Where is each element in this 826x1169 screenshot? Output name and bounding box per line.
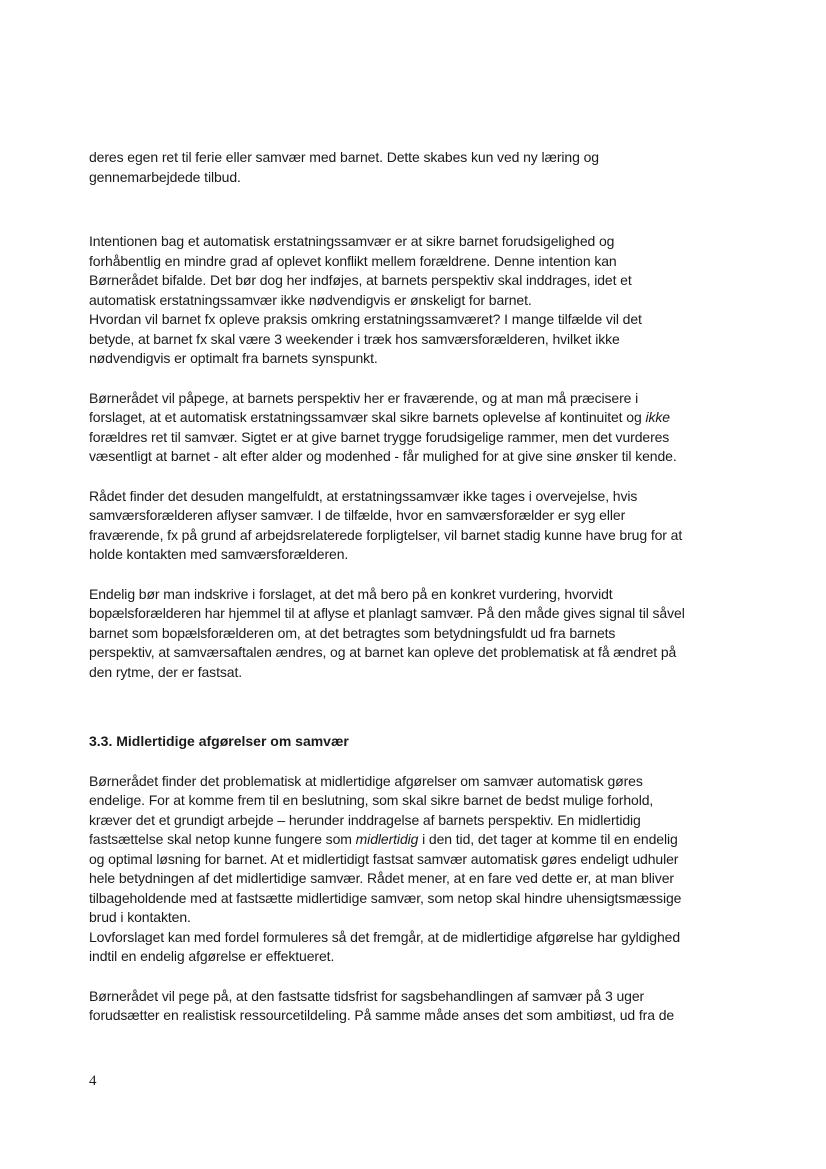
text-line: Hvordan vil barnet fx opleve praksis omkring erstatningssamværet? I mange tilfælde vil det [89, 311, 642, 327]
paragraph-1 [89, 148, 729, 187]
spacer [89, 467, 729, 487]
text-line: automatisk erstatningssamvær ikke nødvendigvis er ønskeligt for barnet. [89, 291, 532, 308]
text-line: den rytme, der er fastsat. [89, 663, 243, 680]
spacer [89, 369, 729, 389]
text-line: barnet som bopælsforælderen om, at det betragtes som betydningsfuldt ud fra barnets [89, 624, 616, 641]
spacer [89, 752, 729, 772]
text-line: Børnerådet vil påpege, at barnets perspektiv her er fraværende, og at man må præcisere i [89, 389, 639, 406]
paragraph-7 [89, 987, 729, 1026]
text-line: tilbageholdende med at fastsætte midlertidige samvær, som netop skal hindre uhensigtsmæssige [89, 889, 682, 906]
text-line: fraværende, fx på grund af arbejdsrelaterede forpligtelser, vil barnet stadig kunne have brug for at [89, 526, 683, 543]
spacer [89, 682, 729, 732]
text-line: deres egen ret til ferie eller samvær med barnet. Dette skabes kun ved ny læring og [89, 149, 599, 165]
text-line: forudsætter en realistisk ressourcetildeling. På samme måde anses det som ambitiøst, ud fra de [89, 1007, 675, 1023]
text-line: brud i kontakten. [89, 909, 191, 925]
text-line: Rådet finder det desuden mangelfuldt, at erstatningssamvær ikke tages i overvejelse, hvis [89, 487, 638, 504]
paragraph-6 [89, 772, 729, 967]
text-line: Børnerådet bifalde. Det bør dog her indføjes, at barnets perspektiv skal inddrages, idet et [89, 272, 632, 288]
text-fragment: fastsættelse skal netop kunne fungere som [89, 831, 356, 847]
text-line: Børnerådet finder det problematisk at midlertidige afgørelser om samvær automatisk gøres [89, 772, 643, 789]
text-line: Endelig bør man indskrive i forslaget, at det må bero på en konkret vurdering, hvorvidt [89, 585, 613, 602]
text-fragment: i den tid, det tager at komme til en endelig [418, 831, 678, 847]
spacer [89, 187, 729, 232]
text-line: gennemarbejdede tilbud. [89, 168, 241, 185]
paragraph-5 [89, 585, 729, 683]
text-line: indtil en endelig afgørelse er effektueret. [89, 948, 335, 964]
section-heading: 3.3. Midlertidige afgørelser om samvær [89, 733, 349, 749]
spacer [89, 967, 729, 987]
text-line: hele betydningen af det midlertidige samvær. Rådet mener, at en fare ved dette er, at man bliver [89, 870, 674, 886]
text-line: Intentionen bag et automatisk erstatningssamvær er at sikre barnet forudsigelighed og [89, 233, 615, 249]
text-line: bopælsforælderen har hjemmel til at aflyse et planlagt samvær. På den måde gives signal til såvel [89, 605, 685, 621]
text-line: holde kontakten med samværsforælderen. [89, 546, 349, 562]
text-line: og optimal løsning for barnet. At et midlertidigt fastsat samvær automatisk gøres endeligt udhuler [89, 850, 679, 867]
emphasis-text: ikke [645, 409, 670, 425]
emphasis-text: midlertidig [355, 831, 419, 847]
text-line: Børnerådet vil pege på, at den fastsatte tidsfrist for sagsbehandlingen af samvær på 3 uger [89, 987, 645, 1004]
paragraph-2 [89, 232, 729, 369]
text-fragment: forslaget, at et automatisk erstatningssamvær skal sikre barnets oplevelse af kontinuitet og [89, 409, 646, 425]
paragraph-4 [89, 487, 729, 565]
text-line: Lovforslaget kan med fordel formuleres så det fremgår, at de midlertidige afgørelse har gyldighed [89, 928, 681, 945]
page-body [89, 148, 729, 1026]
text-line: samværsforælderen aflyser samvær. I de tilfælde, hvor en samværsforælder er syg eller [89, 507, 626, 523]
text-line [89, 408, 729, 428]
text-line: væsentligt at barnet - alt efter alder og modenhed - får mulighed for at give sine ønsker til kende. [89, 448, 677, 464]
spacer [89, 565, 729, 585]
text-line: forældres ret til samvær. Sigtet er at give barnet trygge forudsigelige rammer, men det vurderes [89, 428, 670, 445]
text-line: nødvendigvis er optimalt fra barnets synspunkt. [89, 350, 378, 366]
text-line: kræver det et grundigt arbejde – herunder inddragelse af barnets perspektiv. En midlertidig [89, 811, 641, 828]
text-line: forhåbentlig en mindre grad af oplevet konflikt mellem forældrene. Denne intention kan [89, 252, 617, 269]
text-line: perspektiv, at samværsaftalen ændres, og at barnet kan opleve det problematisk at få ændret på [89, 644, 677, 660]
page-number: 4 [89, 1073, 97, 1089]
paragraph-3 [89, 389, 729, 467]
text-line: betyde, at barnet fx skal være 3 weekender i træk hos samværsforælderen, hvilket ikke [89, 330, 620, 347]
text-line: endelige. For at komme frem til en beslutning, som skal sikre barnet de bedst mulige forhold, [89, 792, 654, 808]
text-line [89, 830, 729, 850]
